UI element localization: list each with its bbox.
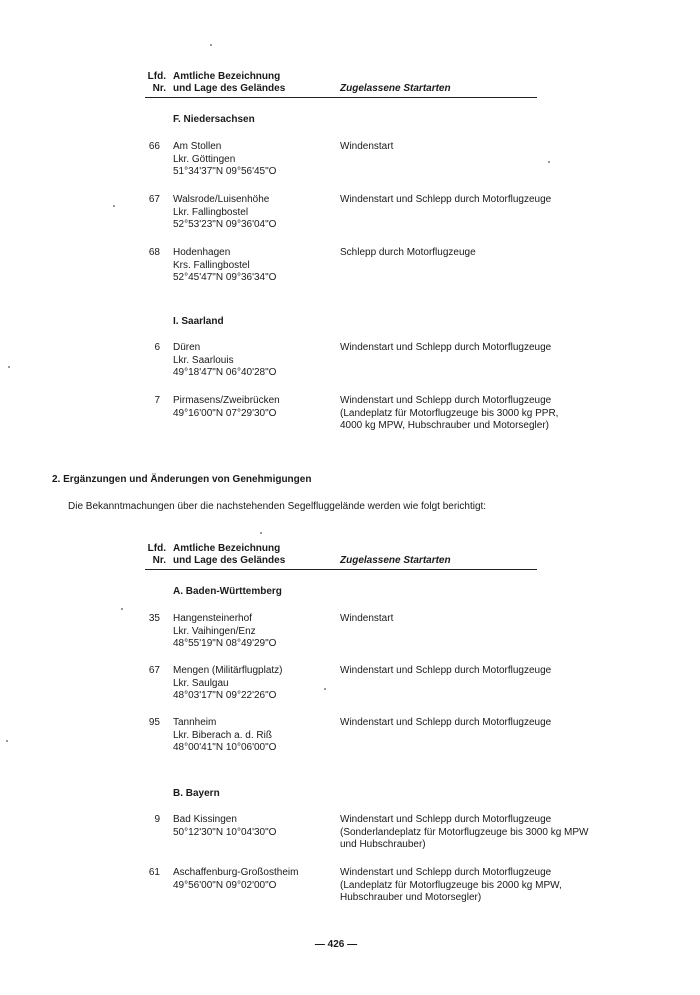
- row-startarten: [340, 395, 558, 433]
- row-location: [173, 342, 276, 380]
- scan-speck: [113, 205, 115, 207]
- row-number: 35: [148, 613, 160, 624]
- startart-line: Windenstart und Schlepp durch Motorflugzeuge: [340, 194, 552, 205]
- row-startarten: [340, 247, 476, 260]
- startart-line: Windenstart: [340, 613, 394, 624]
- row-number: 66: [148, 141, 160, 152]
- row-number: 95: [148, 717, 160, 728]
- row-number: 67: [148, 665, 160, 676]
- row-location: [173, 395, 280, 420]
- row-startarten: [340, 141, 393, 154]
- location-coords: 48°55'19"N 08°49'29"O: [173, 638, 277, 649]
- startart-line: Hubschrauber und Motorsegler): [340, 892, 482, 903]
- location-coords: 49°56'00"N 09°02'00"O: [173, 879, 277, 891]
- location-name: Bad Kissingen: [173, 814, 237, 825]
- page-number: — 426 —: [314, 939, 358, 950]
- intro-text: Die Bekanntmachungen über die nachstehenden Segelfluggelände werden wie folgt berichtigt:: [68, 501, 487, 512]
- row-number: 67: [148, 194, 160, 205]
- location-district: Lkr. Saulgau: [173, 677, 229, 689]
- row-startarten: [340, 194, 551, 207]
- location-name: Aschaffenburg-Großostheim: [173, 867, 299, 878]
- header-rule-1: [145, 97, 537, 98]
- scan-speck: [6, 740, 8, 742]
- location-name: Pirmasens/Zweibrücken: [173, 395, 280, 406]
- header-lfd: Lfd.: [147, 71, 166, 82]
- scan-speck: [548, 161, 550, 163]
- startart-line: (Landeplatz für Motorflugzeuge bis 2000 kg MPW,: [340, 879, 562, 891]
- row-startarten: [340, 665, 551, 678]
- header-nr: Nr.: [152, 83, 166, 94]
- location-district: Lkr. Fallingbostel: [173, 206, 249, 218]
- location-district: Lkr. Göttingen: [173, 153, 236, 165]
- header-lfd: Lfd.: [147, 543, 166, 554]
- row-startarten: [340, 613, 393, 626]
- location-name: Tannheim: [173, 717, 217, 728]
- location-district: Krs. Fallingbostel: [173, 259, 250, 271]
- location-district: Lkr. Vaihingen/Enz: [173, 625, 256, 637]
- header-nr: Nr.: [152, 555, 166, 566]
- startart-line: Windenstart und Schlepp durch Motorflugzeuge: [340, 867, 552, 878]
- header-lfd-nr: [138, 71, 166, 95]
- row-number: 9: [154, 814, 160, 825]
- row-location: [173, 194, 276, 232]
- header-bezeichnung: [173, 71, 285, 95]
- section-title-baden-wuerttemberg: A. Baden-Württemberg: [173, 586, 282, 597]
- row-location: [173, 141, 276, 179]
- section-title-bayern: B. Bayern: [173, 788, 220, 799]
- row-location: [173, 867, 298, 892]
- row-location: [173, 613, 276, 651]
- startart-line: Windenstart und Schlepp durch Motorflugzeuge: [340, 395, 552, 406]
- location-name: Walsrode/Luisenhöhe: [173, 194, 270, 205]
- scan-speck: [324, 688, 326, 690]
- location-district: Lkr. Saarlouis: [173, 354, 234, 366]
- scan-speck: [121, 608, 123, 610]
- header-bez-line2: und Lage des Geländes: [173, 555, 286, 566]
- location-name: Düren: [173, 342, 201, 353]
- location-district: Lkr. Biberach a. d. Riß: [173, 729, 272, 741]
- row-location: [173, 717, 276, 755]
- header-lfd-nr: [138, 543, 166, 567]
- header-bez-line1: Amtliche Bezeichnung: [173, 543, 281, 554]
- header-bez-line2: und Lage des Geländes: [173, 83, 286, 94]
- row-number: 61: [148, 867, 160, 878]
- row-number: 7: [154, 395, 160, 406]
- row-location: [173, 247, 276, 285]
- location-name: Am Stollen: [173, 141, 222, 152]
- header-bez-line1: Amtliche Bezeichnung: [173, 71, 281, 82]
- startart-line: Schlepp durch Motorflugzeuge: [340, 247, 476, 258]
- header-bezeichnung: [173, 543, 285, 567]
- location-coords: 52°53'23"N 09°36'04"O: [173, 219, 277, 230]
- location-coords: 48°00'41"N 10°06'00"O: [173, 742, 277, 753]
- location-coords: 49°18'47"N 06°40'28"O: [173, 367, 277, 378]
- startart-line: und Hubschrauber): [340, 839, 426, 850]
- scan-speck: [260, 532, 262, 534]
- header-startarten: Zugelassene Startarten: [340, 555, 451, 566]
- location-name: Hangensteinerhof: [173, 613, 252, 624]
- location-name: Hodenhagen: [173, 247, 231, 258]
- section-title-saarland: I. Saarland: [173, 316, 224, 327]
- startart-line: Windenstart und Schlepp durch Motorflugzeuge: [340, 717, 552, 728]
- location-coords: 48°03'17"N 09°22'26"O: [173, 690, 277, 701]
- header-rule-2: [145, 569, 537, 570]
- row-startarten: [340, 342, 551, 355]
- row-location: [173, 814, 276, 839]
- startart-line: Windenstart und Schlepp durch Motorflugzeuge: [340, 665, 552, 676]
- startart-line: Windenstart und Schlepp durch Motorflugzeuge: [340, 814, 552, 825]
- row-number: 6: [154, 342, 160, 353]
- row-location: [173, 665, 283, 703]
- section-title-niedersachsen: F. Niedersachsen: [173, 114, 255, 125]
- header-startarten: Zugelassene Startarten: [340, 83, 451, 94]
- row-startarten: [340, 814, 588, 852]
- location-coords: 51°34'37"N 09°56'45"O: [173, 166, 277, 177]
- heading-ergaenzungen: 2. Ergänzungen und Änderungen von Genehmigungen: [52, 474, 312, 485]
- startart-line: (Sonderlandeplatz für Motorflugzeuge bis 3000 kg MPW: [340, 826, 589, 838]
- scan-speck: [8, 366, 10, 368]
- startart-line: 4000 kg MPW, Hubschrauber und Motorsegler): [340, 420, 549, 431]
- row-startarten: [340, 717, 551, 730]
- location-coords: 52°45'47"N 09°36'34"O: [173, 272, 277, 283]
- row-number: 68: [148, 247, 160, 258]
- location-coords: 49°16'00"N 07°29'30"O: [173, 407, 277, 419]
- row-startarten: [340, 867, 562, 905]
- startart-line: Windenstart: [340, 141, 394, 152]
- location-coords: 50°12'30"N 10°04'30"O: [173, 826, 277, 838]
- startart-line: (Landeplatz für Motorflugzeuge bis 3000 kg PPR,: [340, 407, 559, 419]
- startart-line: Windenstart und Schlepp durch Motorflugzeuge: [340, 342, 552, 353]
- scan-speck: [210, 44, 212, 46]
- location-name: Mengen (Militärflugplatz): [173, 665, 283, 676]
